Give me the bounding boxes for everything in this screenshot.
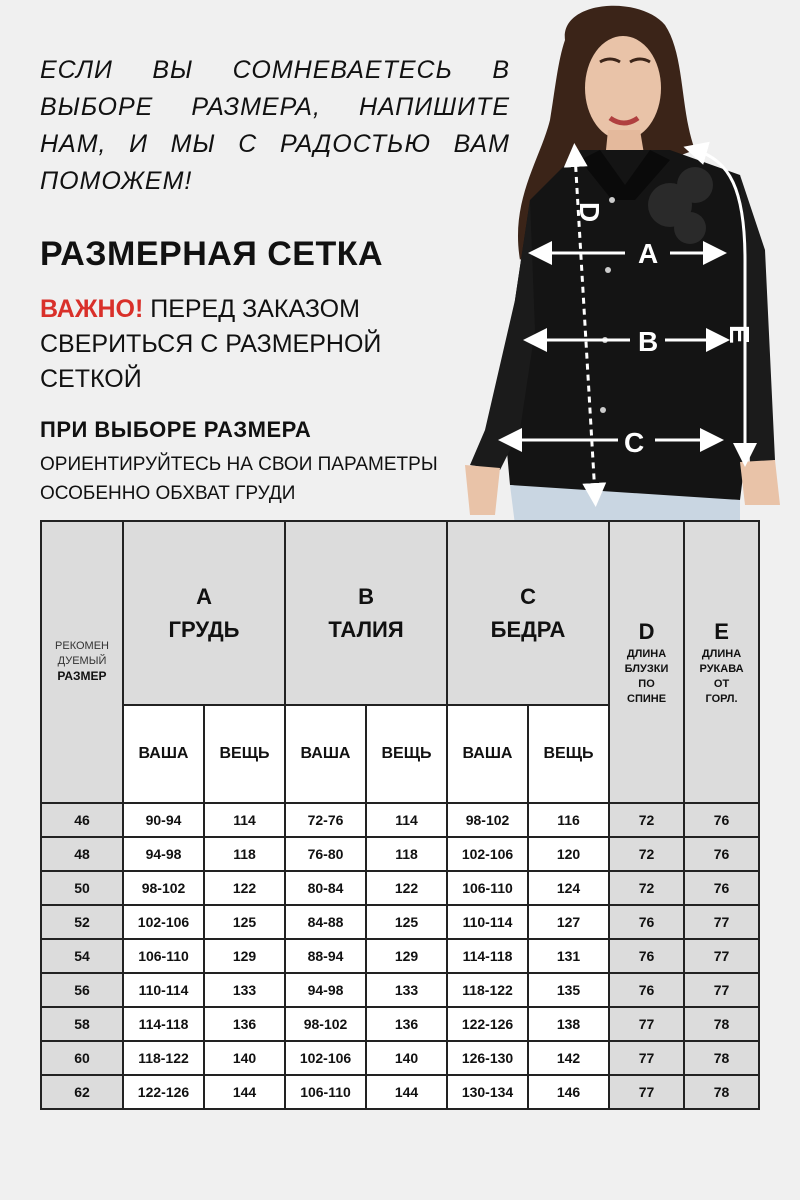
hips-garment-cell: 135 xyxy=(529,974,608,1006)
blouse-length-cell: 76 xyxy=(610,940,683,972)
waist-yours-cell: 106-110 xyxy=(286,1076,365,1108)
hips-garment-cell: 124 xyxy=(529,872,608,904)
blouse-length-cell: 77 xyxy=(610,1042,683,1074)
waist-yours-cell: 94-98 xyxy=(286,974,365,1006)
bust-yours-cell: 98-102 xyxy=(124,872,203,904)
hips-yours-cell: 122-126 xyxy=(448,1008,527,1040)
bust-yours-cell: 102-106 xyxy=(124,906,203,938)
hips-yours-cell: 110-114 xyxy=(448,906,527,938)
blouse-length-cell: 77 xyxy=(610,1008,683,1040)
hips-yours-cell: 126-130 xyxy=(448,1042,527,1074)
size-cell: 50 xyxy=(42,872,122,904)
hips-yours-header: ВАША xyxy=(448,706,527,802)
bust-yours-cell: 106-110 xyxy=(124,940,203,972)
important-label: ВАЖНО! xyxy=(40,295,144,323)
sleeve-length-cell: 76 xyxy=(685,838,758,870)
sleeve-length-cell: 78 xyxy=(685,1008,758,1040)
bust-garment-cell: 114 xyxy=(205,804,284,836)
label-a: A xyxy=(638,238,659,269)
important-text: ПЕРЕД ЗАКАЗОМ СВЕРИТЬСЯ С РАЗМЕРНОЙ СЕТКОЙ xyxy=(40,295,382,393)
waist-garment-cell: 144 xyxy=(367,1076,446,1108)
sleeve-length-cell: 77 xyxy=(685,974,758,1006)
size-cell: 56 xyxy=(42,974,122,1006)
blouse-length-cell: 76 xyxy=(610,906,683,938)
hips-garment-cell: 131 xyxy=(529,940,608,972)
hips-garment-header: ВЕЩЬ xyxy=(529,706,608,802)
bust-yours-cell: 114-118 xyxy=(124,1008,203,1040)
hips-garment-cell: 120 xyxy=(529,838,608,870)
label-d: D xyxy=(574,202,605,223)
bust-yours-cell: 118-122 xyxy=(124,1042,203,1074)
waist-garment-cell: 122 xyxy=(367,872,446,904)
blouse-length-cell: 76 xyxy=(610,974,683,1006)
model-photo xyxy=(440,0,800,525)
waist-garment-header: ВЕЩЬ xyxy=(367,706,446,802)
hips-yours-cell: 118-122 xyxy=(448,974,527,1006)
hips-yours-cell: 114-118 xyxy=(448,940,527,972)
size-cell: 46 xyxy=(42,804,122,836)
bust-garment-cell: 136 xyxy=(205,1008,284,1040)
blouse-length-cell: 72 xyxy=(610,804,683,836)
table-row xyxy=(42,804,758,836)
bust-garment-cell: 129 xyxy=(205,940,284,972)
important-note xyxy=(40,292,420,397)
table-row xyxy=(42,906,758,938)
choose-heading: ПРИ ВЫБОРЕ РАЗМЕРА xyxy=(40,417,312,442)
waist-yours-cell: 98-102 xyxy=(286,1008,365,1040)
waist-header: B ТАЛИЯ xyxy=(286,522,446,704)
table-row xyxy=(42,872,758,904)
waist-garment-cell: 129 xyxy=(367,940,446,972)
bust-yours-cell: 110-114 xyxy=(124,974,203,1006)
bust-yours-header: ВАША xyxy=(124,706,203,802)
table-row xyxy=(42,838,758,870)
size-cell: 52 xyxy=(42,906,122,938)
hips-yours-cell: 130-134 xyxy=(448,1076,527,1108)
waist-garment-cell: 140 xyxy=(367,1042,446,1074)
waist-yours-cell: 102-106 xyxy=(286,1042,365,1074)
hips-garment-cell: 116 xyxy=(529,804,608,836)
size-cell: 54 xyxy=(42,940,122,972)
waist-yours-header: ВАША xyxy=(286,706,365,802)
bust-garment-cell: 125 xyxy=(205,906,284,938)
blouse-length-cell: 72 xyxy=(610,872,683,904)
bust-garment-cell: 144 xyxy=(205,1076,284,1108)
sleeve-length-cell: 76 xyxy=(685,872,758,904)
hips-yours-cell: 102-106 xyxy=(448,838,527,870)
size-table xyxy=(40,520,760,1110)
sleeve-length-cell: 76 xyxy=(685,804,758,836)
hips-garment-cell: 127 xyxy=(529,906,608,938)
blouse-length-header: D ДЛИНА БЛУЗКИ ПО СПИНЕ xyxy=(610,522,683,802)
bust-yours-cell: 122-126 xyxy=(124,1076,203,1108)
recommended-size-header: РЕКОМЕН ДУЕМЫЙ РАЗМЕР xyxy=(42,522,122,802)
bust-garment-cell: 122 xyxy=(205,872,284,904)
waist-garment-cell: 133 xyxy=(367,974,446,1006)
size-cell: 58 xyxy=(42,1008,122,1040)
bust-garment-cell: 133 xyxy=(205,974,284,1006)
hips-yours-cell: 106-110 xyxy=(448,872,527,904)
intro-text: ЕСЛИ ВЫ СОМНЕВАЕТЕСЬ В ВЫБОРЕ РАЗМЕРА, НАПИШИТЕ НАМ, И МЫ С РАДОСТЬЮ ВАМ ПОМОЖЕМ! xyxy=(40,56,510,195)
bust-garment-cell: 118 xyxy=(205,838,284,870)
waist-garment-cell: 114 xyxy=(367,804,446,836)
label-e: E xyxy=(724,325,755,344)
size-cell: 60 xyxy=(42,1042,122,1074)
choose-text: ОРИЕНТИРУЙТЕСЬ НА СВОИ ПАРАМЕТРЫ ОСОБЕННО ОБХВАТ ГРУДИ xyxy=(40,454,438,504)
bust-garment-header: ВЕЩЬ xyxy=(205,706,284,802)
waist-yours-cell: 72-76 xyxy=(286,804,365,836)
blouse-length-cell: 77 xyxy=(610,1076,683,1108)
label-c: C xyxy=(624,427,645,458)
blouse-length-cell: 72 xyxy=(610,838,683,870)
waist-yours-cell: 88-94 xyxy=(286,940,365,972)
size-rows xyxy=(42,804,758,1108)
sleeve-length-cell: 78 xyxy=(685,1042,758,1074)
waist-yours-cell: 80-84 xyxy=(286,872,365,904)
table-row xyxy=(42,974,758,1006)
size-cell: 62 xyxy=(42,1076,122,1108)
page-title: РАЗМЕРНАЯ СЕТКА xyxy=(40,235,384,273)
hips-header: C БЕДРА xyxy=(448,522,608,704)
table-row xyxy=(42,1008,758,1040)
bust-yours-cell: 90-94 xyxy=(124,804,203,836)
waist-yours-cell: 84-88 xyxy=(286,906,365,938)
sleeve-length-cell: 78 xyxy=(685,1076,758,1108)
waist-yours-cell: 76-80 xyxy=(286,838,365,870)
bust-header: A ГРУДЬ xyxy=(124,522,284,704)
table-row xyxy=(42,940,758,972)
table-row xyxy=(42,1076,758,1108)
waist-garment-cell: 136 xyxy=(367,1008,446,1040)
sleeve-length-header: E ДЛИНА РУКАВА ОТ ГОРЛ. xyxy=(685,522,758,802)
size-cell: 48 xyxy=(42,838,122,870)
sleeve-length-cell: 77 xyxy=(685,906,758,938)
label-b: B xyxy=(638,326,659,357)
hips-garment-cell: 138 xyxy=(529,1008,608,1040)
waist-garment-cell: 125 xyxy=(367,906,446,938)
waist-garment-cell: 118 xyxy=(367,838,446,870)
table-row xyxy=(42,1042,758,1074)
hips-garment-cell: 142 xyxy=(529,1042,608,1074)
sleeve-length-cell: 77 xyxy=(685,940,758,972)
bust-yours-cell: 94-98 xyxy=(124,838,203,870)
hips-yours-cell: 98-102 xyxy=(448,804,527,836)
bust-garment-cell: 140 xyxy=(205,1042,284,1074)
hips-garment-cell: 146 xyxy=(529,1076,608,1108)
